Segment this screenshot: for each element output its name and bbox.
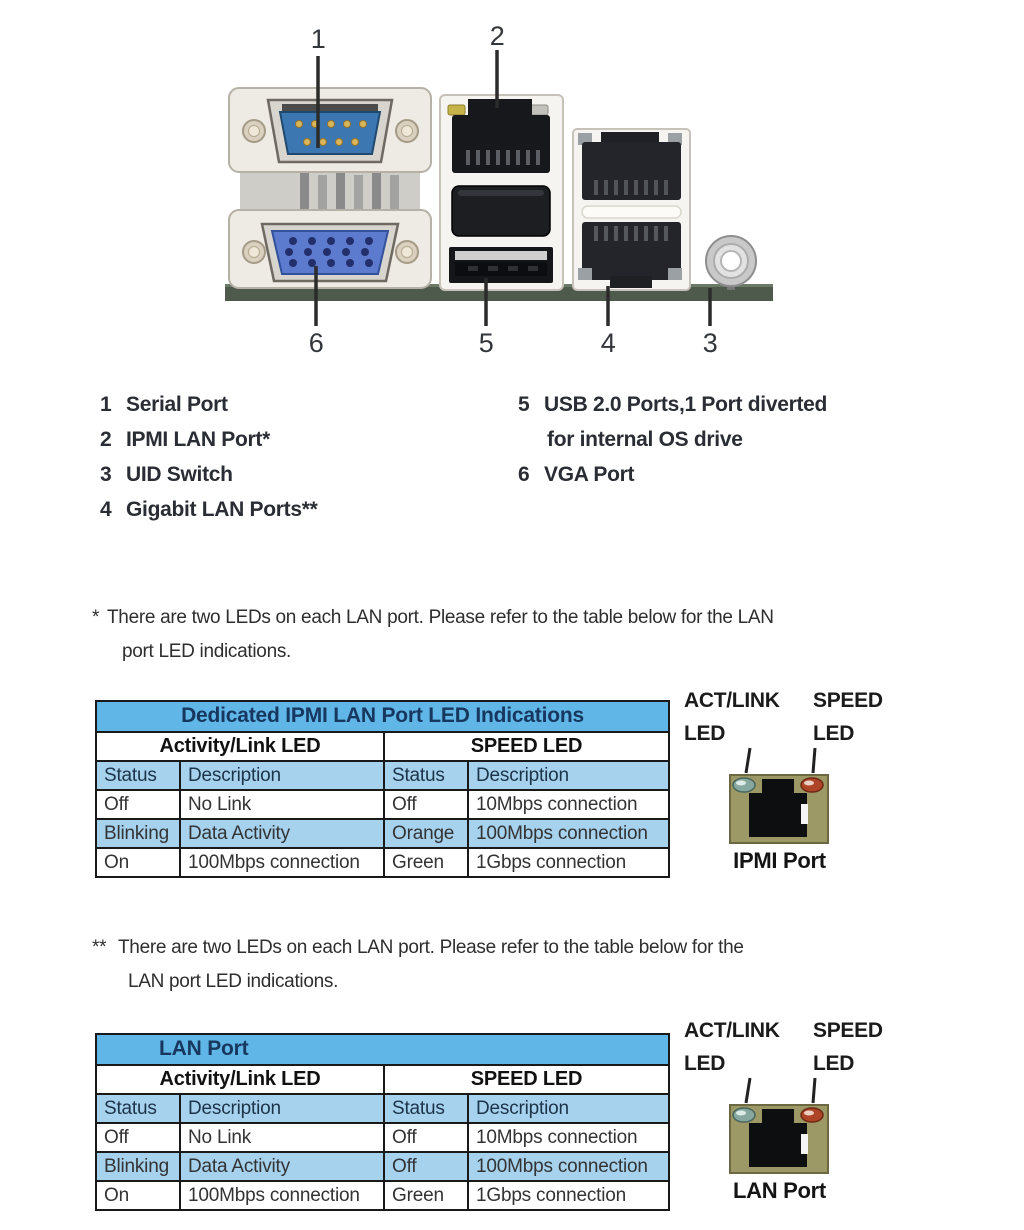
cell: Blinking [96,819,180,848]
cell: No Link [180,1123,384,1152]
ipmi-group-speed: SPEED LED [384,732,669,761]
col-header: Status [384,1094,468,1123]
legend-num: 4 [100,498,112,521]
legend-num: 5 [518,393,530,416]
table-row [96,790,669,819]
serial-port-photo [268,100,392,162]
ipmi-led-diagram [682,690,897,890]
legend-label: for internal OS drive [547,428,743,451]
cell: Green [384,1181,468,1210]
lan-group-speed: SPEED LED [384,1065,669,1094]
legend-item-ipmi-lan [100,429,270,450]
led-pointer-lines [727,746,837,774]
cell: 1Gbps connection [468,1181,669,1210]
lan-port-caption: LAN Port [733,1178,826,1203]
legend-label: UID Switch [126,463,233,486]
footnote-marker: * [92,607,100,628]
col-header: Status [384,761,468,790]
footnote-marker: ** [92,937,107,958]
col-header: Status [96,761,180,790]
legend-label: Serial Port [126,393,228,416]
rear-io-photo [0,0,1024,375]
legend-num: 6 [518,463,530,486]
legend-label: VGA Port [544,463,635,486]
blank-port-photo [452,186,550,236]
footnote-text-line1: There are two LEDs on each LAN port. Please refer to the table below for the [118,937,744,958]
ipmi-group-activity: Activity/Link LED [96,732,384,761]
table-row [96,1181,669,1210]
port-legend [100,394,960,544]
cell: Green [384,848,468,877]
led-label: LED [684,722,726,745]
cell: No Link [180,790,384,819]
legend-item-usb [518,394,827,415]
legend-label: IPMI LAN Port* [126,428,270,451]
ipmi-table-title: Dedicated IPMI LAN Port LED Indications [96,701,669,732]
usb-port-photo [449,247,553,283]
led-label: LED [813,1052,855,1075]
rj45-port-illustration [729,1104,829,1174]
cell: Off [96,790,180,819]
table-row [96,1123,669,1152]
led-label: LED [813,722,855,745]
cell: Blinking [96,1152,180,1181]
gigabit-lan-ports-photo [573,129,690,290]
led-pointer-lines [727,1076,837,1104]
vga-port-photo [262,224,398,281]
col-header: Description [468,761,669,790]
cell: 100Mbps connection [180,1181,384,1210]
cell: 100Mbps connection [180,848,384,877]
cell: Off [384,1152,468,1181]
ipmi-port-caption: IPMI Port [733,848,826,873]
callout-4: 4 [600,328,616,358]
uid-switch-photo [706,236,756,290]
cell: Data Activity [180,1152,384,1181]
col-header: Description [180,761,384,790]
cell: Off [96,1123,180,1152]
callout-5: 5 [478,328,494,358]
speed-label: SPEED [813,1019,883,1042]
legend-label: USB 2.0 Ports,1 Port diverted [544,393,828,416]
legend-item-gigabit-lan [100,499,317,520]
table-row [96,1152,669,1181]
callout-1: 1 [310,24,326,54]
cell: 100Mbps connection [468,819,669,848]
footnote-text-line1: There are two LEDs on each LAN port. Please refer to the table below for the LAN [107,607,774,628]
callout-3: 3 [702,328,718,358]
cell: 10Mbps connection [468,790,669,819]
col-header: Description [180,1094,384,1123]
legend-item-vga [518,464,634,485]
ipmi-led-table [95,700,670,878]
serial-vga-bracket-photo [229,88,431,288]
led-label: LED [684,1052,726,1075]
cell: On [96,1181,180,1210]
callout-2: 2 [489,21,505,51]
cell: 100Mbps connection [468,1152,669,1181]
ipmi-usb-module-photo [440,95,563,290]
footnote-text-line2: LAN port LED indications. [128,971,339,992]
lan-led-table [95,1033,670,1211]
footnote-text-line2: port LED indications. [122,641,292,662]
legend-num: 3 [100,463,112,486]
speed-label: SPEED [813,689,883,712]
cell: On [96,848,180,877]
cell: 1Gbps connection [468,848,669,877]
legend-label: Gigabit LAN Ports** [126,498,318,521]
lan-group-activity: Activity/Link LED [96,1065,384,1094]
legend-num: 1 [100,393,112,416]
cell: Data Activity [180,819,384,848]
act-link-label: ACT/LINK [684,689,780,712]
table-row [96,819,669,848]
cell: 10Mbps connection [468,1123,669,1152]
legend-item-uid-switch [100,464,233,485]
cell: Off [384,1123,468,1152]
col-header: Description [468,1094,669,1123]
legend-item-serial [100,394,228,415]
legend-item-usb-line2 [547,429,743,450]
rj45-port-illustration [729,774,829,844]
table-row [96,848,669,877]
cell: Off [384,790,468,819]
lan-table-title: LAN Port [96,1034,669,1065]
callout-6: 6 [308,328,324,358]
legend-num: 2 [100,428,112,451]
ipmi-lan-port-photo [448,99,550,173]
cell: Orange [384,819,468,848]
col-header: Status [96,1094,180,1123]
lan-led-diagram [682,1020,897,1220]
act-link-label: ACT/LINK [684,1019,780,1042]
